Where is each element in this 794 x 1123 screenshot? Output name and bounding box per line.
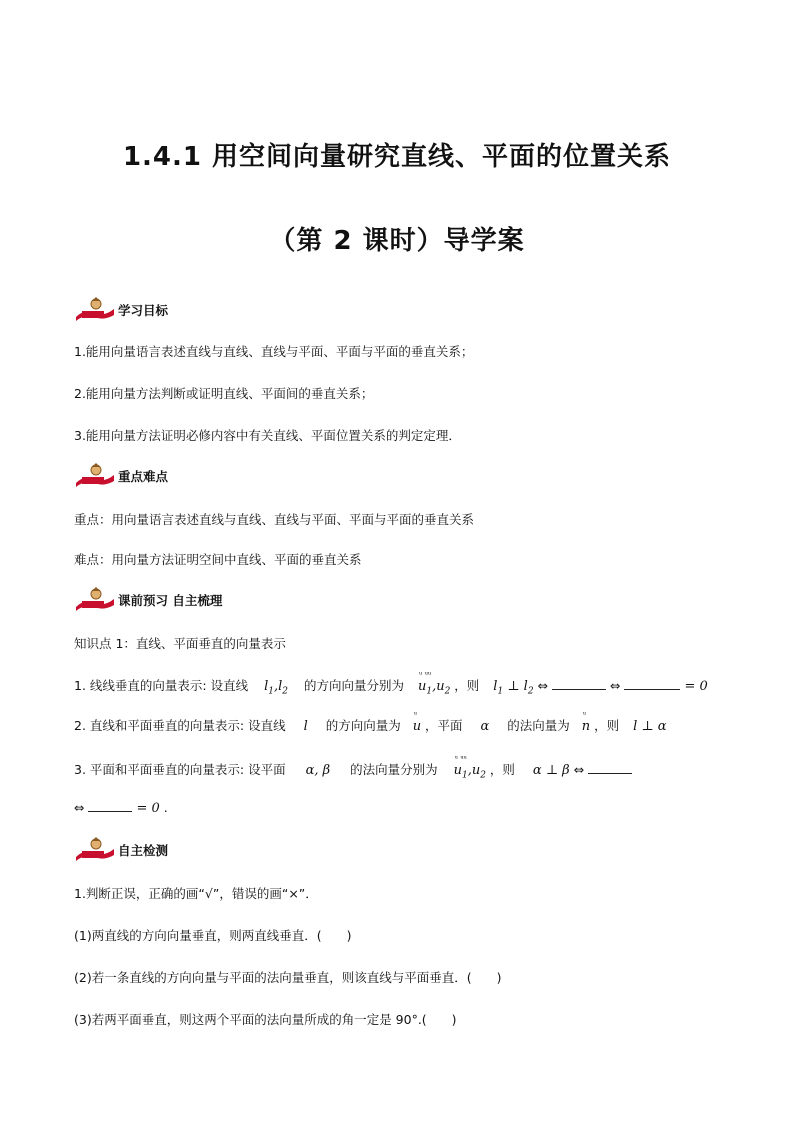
text: 的法向量为 — [507, 718, 570, 733]
section-heading-goals — [74, 296, 168, 324]
math-l: l — [303, 719, 308, 734]
text: ，则 — [594, 718, 620, 733]
preview-item-1: 1. 线线垂直的向量表示: 设直线 $l_1,l_2$ 的方向向量分别为 ᵘ ᵘᵘ $u_1,u_2$ ，则 $l_1$ ⊥ $l_2$ ⇔ ⇔ = 0 — [74, 670, 708, 697]
preview-item-2 — [74, 710, 667, 734]
selfcheck-item: (1)两直线的方向向量垂直，则两直线垂直．( ) — [74, 928, 352, 943]
text: = 0 — [684, 679, 708, 694]
math-u1-u2: ᵘ ᵘᵘ $u_1,u_2$ — [453, 754, 486, 781]
math-u: ᵘ u — [412, 710, 422, 734]
math-l-perp-alpha: l ⊥ α — [633, 719, 667, 734]
answer-blank[interactable] — [624, 678, 680, 690]
preview-item-3: 3. 平面和平面垂直的向量表示: 设平面 α, β 的法向量分别为 ᵘ ᵘᵘ $u_1,u_2$ ，则 α ⊥ β ⇔ — [74, 760, 632, 781]
title-line-2: （第 2 课时）导学案 — [269, 226, 525, 256]
keypoint-item: 重点：用向量语言表述直线与直线、直线与平面、平面与平面的垂直关系 — [74, 512, 475, 527]
text: ，则 — [489, 762, 515, 777]
text: 1. 线线垂直的向量表示: 设直线 — [74, 678, 249, 693]
answer-blank[interactable] — [588, 762, 632, 774]
math-l1-l2: $l_1,l_2$ — [264, 679, 288, 697]
goal-item: 1.能用向量语言表述直线与直线、直线与平面、平面与平面的垂直关系； — [74, 344, 474, 359]
goal-item: 2.能用向量方法判断或证明直线、平面间的垂直关系； — [74, 386, 374, 401]
selfcheck-item: 1.判断正误，正确的画“√”，错误的画“×”． — [74, 886, 318, 901]
text: 的方向向量为 — [325, 718, 401, 733]
answer-blank[interactable] — [88, 800, 132, 812]
selfcheck-item: (3)若两平面垂直，则这两个平面的法向量所成的角一定是 90°.( ) — [74, 1012, 457, 1027]
keypoint-item: 难点：用向量方法证明空间中直线、平面的垂直关系 — [74, 552, 362, 567]
knowledge-point: 知识点 1：直线、平面垂直的向量表示 — [74, 636, 286, 651]
math-n: ᵘ n — [581, 710, 591, 734]
section-heading-selfcheck — [74, 836, 168, 864]
selfcheck-item: (2)若一条直线的方向向量与平面的法向量垂直，则该直线与平面垂直．( ) — [74, 970, 502, 985]
math-alpha-beta: α, β — [305, 763, 331, 778]
goal-item: 3.能用向量方法证明必修内容中有关直线、平面位置关系的判定定理． — [74, 428, 461, 443]
text: 3. 平面和平面垂直的向量表示: 设平面 — [74, 762, 286, 777]
math-alpha: α — [480, 719, 490, 734]
section-title: 学习目标 — [118, 303, 169, 318]
section-logo-icon — [74, 297, 116, 323]
section-heading-preview — [74, 586, 222, 614]
preview-item-3-cont: ⇔ = 0 . — [74, 800, 168, 816]
math-perp: $l_1$ ⊥ $l_2$ — [493, 679, 534, 697]
text: = 0 — [136, 801, 160, 816]
section-logo-icon — [74, 587, 116, 613]
section-title: 重点难点 — [118, 469, 169, 484]
text: 的方向向量分别为 — [303, 678, 404, 693]
text: ，则 — [454, 678, 480, 693]
text: 2. 直线和平面垂直的向量表示: 设直线 — [74, 718, 286, 733]
text: ，平面 — [425, 718, 463, 733]
section-logo-icon — [74, 837, 116, 863]
section-title: 课前预习 自主梳理 — [118, 593, 223, 608]
section-logo-icon — [74, 463, 116, 489]
math-alpha-perp-beta: α ⊥ β — [532, 763, 570, 778]
answer-blank[interactable] — [552, 678, 606, 690]
math-u1-u2: ᵘ ᵘᵘ $u_1,u_2$ — [417, 670, 451, 697]
section-heading-keypoints — [74, 462, 168, 490]
title-line-1: 1.4.1 用空间向量研究直线、平面的位置关系 — [122, 142, 672, 172]
section-title: 自主检测 — [118, 843, 169, 858]
text: 的法向量分别为 — [350, 762, 438, 777]
